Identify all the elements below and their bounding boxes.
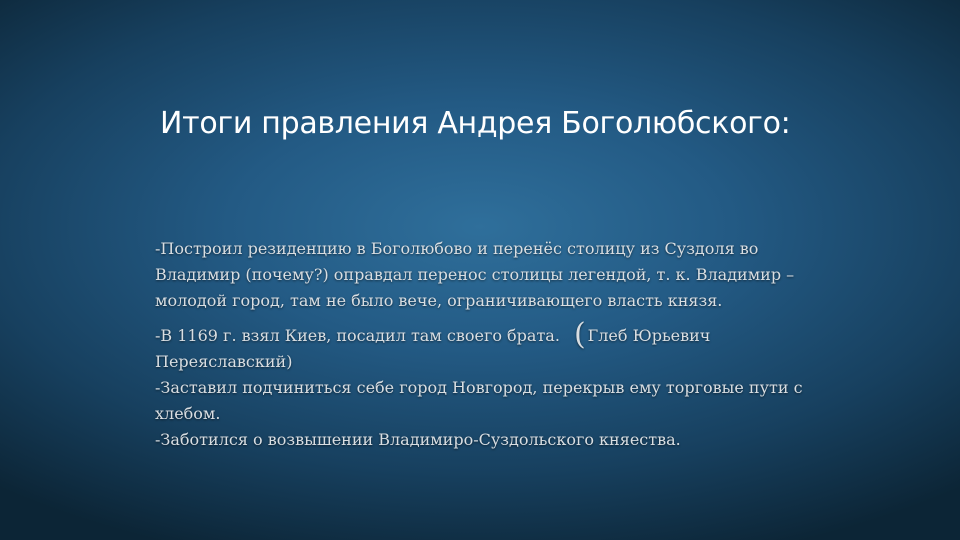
paragraph-kiev-text: -В 1169 г. взял Киев, посадил там своего брата. — [155, 326, 560, 345]
paragraph-kiev-note: Глеб Юрьевич Переяславский) — [155, 326, 711, 371]
paragraph-principality: -Заботился о возвышении Владимиро-Суздольского княества. — [155, 430, 681, 449]
paragraph-residence: -Построил резиденцию в Боголюбово и перенёс столицу из Суздоля во Владимир (почему?) оправдал перенос столицы легендой, т. к. Владимир – молодой город, там не было вече, ограничивающего власть князя. — [155, 239, 795, 310]
slide-body — [155, 236, 805, 453]
paragraph-kiev — [155, 317, 805, 375]
paragraph-novgorod: -Заставил подчиниться себе город Новгород, перекрыв ему торговые пути с хлебом. — [155, 378, 803, 423]
open-parenthesis: ( — [573, 317, 586, 352]
slide-title: Итоги правления Андрея Боголюбского: — [160, 106, 791, 141]
